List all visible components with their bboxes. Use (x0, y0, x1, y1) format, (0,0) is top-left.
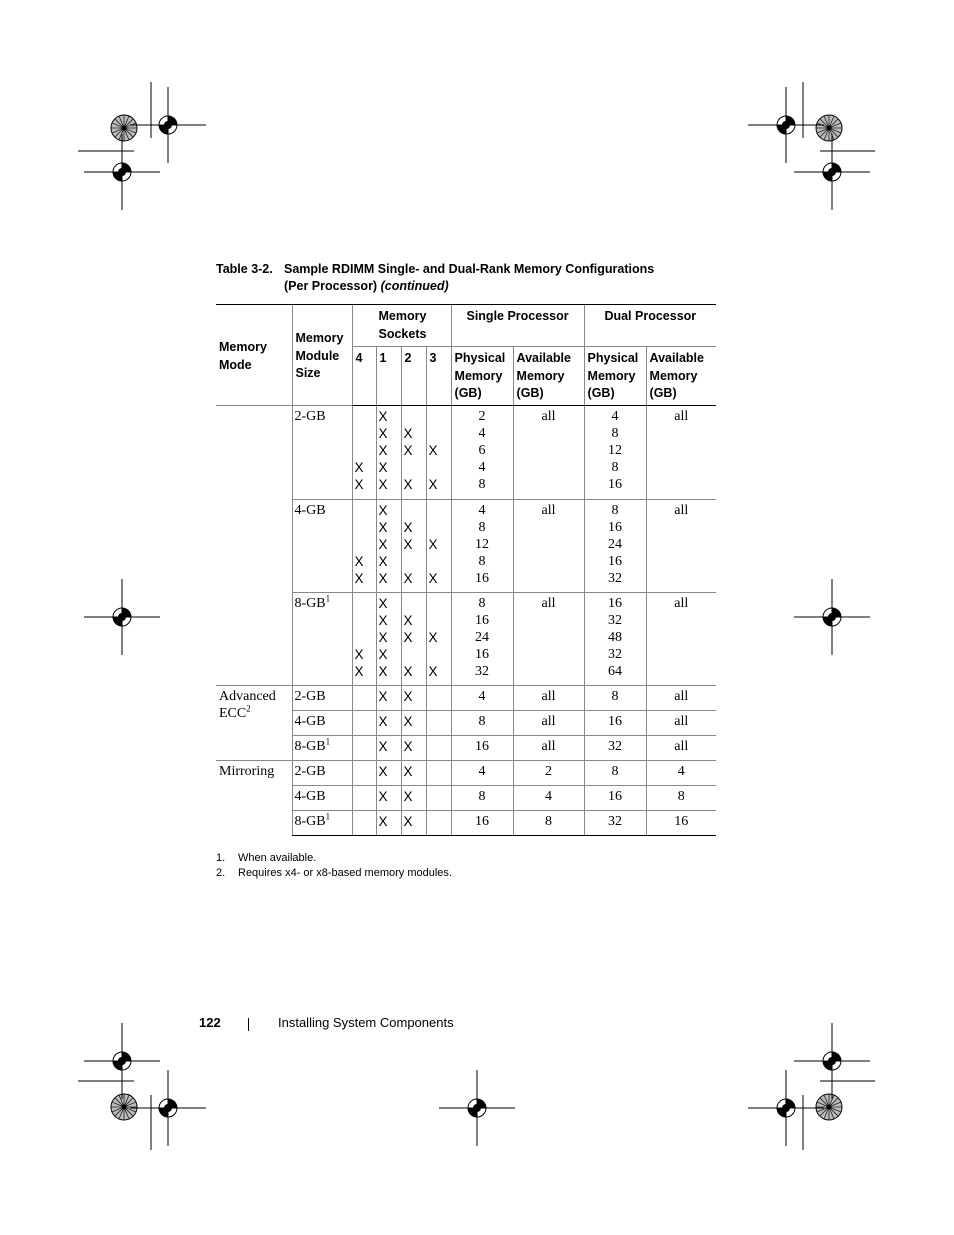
s1-cell (376, 761, 401, 786)
socket-mark: X (378, 764, 388, 779)
s3-cell (426, 711, 451, 736)
s4-cell (352, 500, 376, 593)
socket-mark (429, 408, 451, 425)
footnote-ref: 2 (246, 703, 251, 714)
memory-mode-text: Mirroring (219, 764, 275, 779)
memory-value: all (541, 714, 556, 729)
socket-mark (355, 629, 376, 646)
memory-value: 8 (545, 814, 553, 829)
page-number: 122 (199, 1015, 221, 1030)
socket-mark (429, 502, 451, 519)
socket-mark: X (378, 596, 388, 611)
memory-value: 4 (478, 503, 486, 518)
socket-mark: X (354, 647, 364, 662)
sp-phys-cell (451, 711, 513, 736)
header-memory-sockets: Memory Sockets (352, 305, 451, 347)
s3-cell (426, 500, 451, 593)
memory-value: 16 (674, 814, 689, 829)
socket-mark: X (354, 664, 364, 679)
memory-value: all (541, 409, 556, 424)
socket-mark: X (378, 814, 388, 829)
module-size-text: 4-GB (294, 714, 326, 729)
dp-phys-cell (584, 736, 646, 761)
memory-mode-cell (216, 761, 292, 836)
s2-cell (401, 500, 426, 593)
memory-value: 32 (608, 647, 623, 662)
socket-mark: X (378, 409, 388, 424)
socket-mark (355, 813, 376, 830)
socket-mark: X (403, 613, 413, 628)
footnote-text: When available. (238, 852, 317, 864)
memory-value: 8 (611, 460, 619, 475)
memory-value: 8 (611, 689, 619, 704)
memory-value: 16 (608, 520, 623, 535)
memory-value: 16 (475, 613, 490, 628)
table-body (216, 406, 716, 836)
socket-mark: X (378, 477, 388, 492)
s1-cell (376, 736, 401, 761)
socket-mark: X (403, 443, 413, 458)
socket-mark (355, 536, 376, 553)
dp-avail-cell (646, 593, 716, 686)
memory-value: 16 (475, 571, 490, 586)
s4-cell (352, 406, 376, 500)
s2-cell (401, 711, 426, 736)
socket-mark: X (403, 664, 413, 679)
socket-mark: X (403, 571, 413, 586)
s4-cell (352, 593, 376, 686)
socket-mark: X (403, 764, 413, 779)
header-single-processor: Single Processor (451, 305, 584, 347)
memory-value: all (674, 714, 689, 729)
memory-value: 12 (608, 443, 623, 458)
sp-phys-cell (451, 786, 513, 811)
s1-cell (376, 593, 401, 686)
memory-value: 4 (478, 426, 486, 441)
socket-mark: X (378, 443, 388, 458)
socket-mark (355, 519, 376, 536)
s1-cell (376, 786, 401, 811)
socket-mark (404, 502, 426, 519)
memory-value: 16 (475, 739, 490, 754)
socket-mark (429, 688, 451, 705)
s3-cell (426, 761, 451, 786)
memory-value: all (541, 596, 556, 611)
memory-mode-cell (216, 686, 292, 761)
socket-mark (355, 612, 376, 629)
sp-phys-cell (451, 761, 513, 786)
socket-mark: X (403, 426, 413, 441)
footer-section-title: Installing System Components (278, 1015, 454, 1030)
s2-cell (401, 761, 426, 786)
sp-avail-cell (513, 811, 584, 836)
memory-value: 24 (608, 537, 623, 552)
dp-avail-cell (646, 811, 716, 836)
header-memory-mode: Memory Mode (216, 305, 292, 406)
header-dp-available: Available Memory (GB) (646, 347, 716, 406)
memory-value: all (674, 689, 689, 704)
socket-mark: X (403, 689, 413, 704)
sp-phys-cell (451, 406, 513, 500)
memory-value: 4 (677, 764, 685, 779)
footnote-ref: 1 (325, 811, 331, 822)
s2-cell (401, 686, 426, 711)
footnote-text: Requires x4- or x8-based memory modules. (238, 867, 452, 879)
memory-value: 2 (545, 764, 553, 779)
module-size-cell (292, 786, 352, 811)
socket-mark (404, 408, 426, 425)
socket-mark: X (378, 460, 388, 475)
s3-cell (426, 811, 451, 836)
s3-cell (426, 406, 451, 500)
sp-avail-cell (513, 736, 584, 761)
footnote-ref: 1 (325, 736, 331, 747)
memory-value: 32 (608, 739, 623, 754)
socket-mark: X (378, 571, 388, 586)
s1-cell (376, 686, 401, 711)
socket-mark: X (403, 814, 413, 829)
memory-value: 32 (608, 613, 623, 628)
socket-mark (355, 738, 376, 755)
memory-value: 8 (611, 426, 619, 441)
memory-value: 8 (611, 503, 619, 518)
socket-mark: X (403, 714, 413, 729)
module-size-text: 8-GB (294, 814, 326, 829)
s2-cell (401, 406, 426, 500)
socket-mark: X (428, 477, 438, 492)
socket-mark: X (428, 571, 438, 586)
module-size-cell (292, 736, 352, 761)
socket-mark (404, 646, 426, 663)
table-label: Table 3-2. (216, 262, 273, 276)
memory-value: 4 (611, 409, 619, 424)
s4-cell (352, 786, 376, 811)
memory-value: 16 (608, 554, 623, 569)
socket-mark (404, 459, 426, 476)
socket-mark (404, 553, 426, 570)
sp-phys-cell (451, 500, 513, 593)
footnote-number: 2. (216, 867, 226, 879)
socket-mark: X (378, 537, 388, 552)
memory-value: 8 (478, 520, 486, 535)
dp-phys-cell (584, 761, 646, 786)
module-size-cell (292, 686, 352, 711)
module-size-text: 2-GB (294, 409, 326, 424)
dp-phys-cell (584, 711, 646, 736)
module-size-text: 8-GB (294, 596, 326, 611)
socket-mark: X (403, 537, 413, 552)
memory-value: 16 (608, 596, 623, 611)
memory-value: 4 (478, 764, 486, 779)
socket-mark: X (378, 630, 388, 645)
socket-mark: X (378, 520, 388, 535)
socket-mark (355, 763, 376, 780)
header-socket-2: 2 (401, 347, 426, 406)
dp-phys-cell (584, 406, 646, 500)
dp-avail-cell (646, 736, 716, 761)
s4-cell (352, 686, 376, 711)
module-size-text: 2-GB (294, 764, 326, 779)
memory-value: 8 (478, 789, 486, 804)
socket-mark: X (428, 537, 438, 552)
socket-mark (355, 425, 376, 442)
module-size-cell (292, 406, 352, 500)
s2-cell (401, 811, 426, 836)
s4-cell (352, 736, 376, 761)
dp-phys-cell (584, 500, 646, 593)
sp-phys-cell (451, 811, 513, 836)
table-title-line2 (284, 278, 449, 295)
socket-mark (355, 595, 376, 612)
socket-mark (429, 519, 451, 536)
socket-mark: X (403, 789, 413, 804)
socket-mark (404, 595, 426, 612)
memory-value: 16 (608, 789, 623, 804)
table-title: Sample RDIMM Single- and Dual-Rank Memory Configurations (284, 262, 655, 276)
module-size-text: 4-GB (294, 503, 326, 518)
socket-mark: X (428, 664, 438, 679)
table-row (216, 406, 716, 500)
s2-cell (401, 593, 426, 686)
module-size-text: 8-GB (294, 739, 326, 754)
s3-cell (426, 736, 451, 761)
dp-phys-cell (584, 686, 646, 711)
socket-mark (429, 425, 451, 442)
dp-avail-cell (646, 786, 716, 811)
socket-mark: X (378, 739, 388, 754)
memory-value: 24 (475, 630, 490, 645)
header-dual-processor: Dual Processor (584, 305, 716, 347)
s1-cell (376, 711, 401, 736)
dp-phys-cell (584, 786, 646, 811)
memory-value: 48 (608, 630, 623, 645)
socket-mark: X (354, 571, 364, 586)
socket-mark (355, 788, 376, 805)
module-size-text: 4-GB (294, 789, 326, 804)
socket-mark (429, 813, 451, 830)
memory-value: 6 (478, 443, 486, 458)
memory-value: 32 (608, 571, 623, 586)
table-row (216, 761, 716, 786)
socket-mark: X (354, 554, 364, 569)
socket-mark (429, 788, 451, 805)
memory-value: 8 (478, 714, 486, 729)
sp-avail-cell (513, 593, 584, 686)
socket-mark (355, 442, 376, 459)
memory-value: 64 (608, 664, 623, 679)
memory-value: 16 (475, 814, 490, 829)
sp-avail-cell (513, 406, 584, 500)
memory-value: 16 (608, 477, 623, 492)
socket-mark (355, 408, 376, 425)
dp-avail-cell (646, 686, 716, 711)
socket-mark (429, 713, 451, 730)
socket-mark: X (378, 714, 388, 729)
socket-mark: X (403, 477, 413, 492)
s2-cell (401, 786, 426, 811)
s1-cell (376, 406, 401, 500)
memory-value: 12 (475, 537, 490, 552)
header-socket-4: 4 (352, 347, 376, 406)
sp-avail-cell (513, 761, 584, 786)
footer-divider (248, 1018, 249, 1031)
socket-mark: X (378, 613, 388, 628)
memory-value: 4 (478, 689, 486, 704)
memory-value: 8 (677, 789, 685, 804)
memory-config-table (216, 304, 716, 836)
module-size-text: 2-GB (294, 689, 326, 704)
dp-avail-cell (646, 711, 716, 736)
s4-cell (352, 761, 376, 786)
memory-value: 8 (478, 596, 486, 611)
module-size-cell (292, 711, 352, 736)
memory-value: all (541, 503, 556, 518)
memory-value: all (674, 596, 689, 611)
memory-value: all (541, 689, 556, 704)
header-sp-physical: Physical Memory (GB) (451, 347, 513, 406)
dp-avail-cell (646, 500, 716, 593)
socket-mark: X (378, 503, 388, 518)
sp-avail-cell (513, 786, 584, 811)
socket-mark: X (428, 443, 438, 458)
socket-mark (429, 553, 451, 570)
socket-mark: X (354, 460, 364, 475)
socket-mark (355, 502, 376, 519)
s3-cell (426, 593, 451, 686)
socket-mark: X (403, 739, 413, 754)
socket-mark (429, 763, 451, 780)
memory-value: 2 (478, 409, 486, 424)
sp-avail-cell (513, 686, 584, 711)
socket-mark: X (378, 789, 388, 804)
continued-label: (continued) (380, 279, 449, 293)
socket-mark: X (403, 520, 413, 535)
footnote-number: 1. (216, 852, 226, 864)
module-size-cell (292, 761, 352, 786)
socket-mark (429, 646, 451, 663)
module-size-cell (292, 593, 352, 686)
dp-avail-cell (646, 761, 716, 786)
memory-value: all (541, 739, 556, 754)
socket-mark: X (378, 426, 388, 441)
module-size-cell (292, 500, 352, 593)
sp-phys-cell (451, 736, 513, 761)
socket-mark (355, 688, 376, 705)
memory-value: 8 (478, 554, 486, 569)
dp-avail-cell (646, 406, 716, 500)
sp-phys-cell (451, 686, 513, 711)
socket-mark: X (378, 647, 388, 662)
dp-phys-cell (584, 593, 646, 686)
memory-value: 4 (545, 789, 553, 804)
header-socket-1: 1 (376, 347, 401, 406)
header-socket-3: 3 (426, 347, 451, 406)
memory-value: all (674, 409, 689, 424)
s3-cell (426, 786, 451, 811)
memory-mode-text: Advanced ECC (219, 689, 276, 721)
sp-avail-cell (513, 500, 584, 593)
memory-value: 16 (608, 714, 623, 729)
socket-mark: X (354, 477, 364, 492)
s3-cell (426, 686, 451, 711)
header-module-size: Memory Module Size (292, 305, 352, 406)
memory-value: 8 (611, 764, 619, 779)
footnote-ref: 1 (325, 593, 331, 604)
s1-cell (376, 500, 401, 593)
s4-cell (352, 811, 376, 836)
socket-mark (429, 612, 451, 629)
table-title-suffix: (Per Processor) (284, 279, 378, 293)
s1-cell (376, 811, 401, 836)
table-row (216, 686, 716, 711)
sp-phys-cell (451, 593, 513, 686)
s4-cell (352, 711, 376, 736)
module-size-cell (292, 811, 352, 836)
memory-value: 32 (608, 814, 623, 829)
memory-mode-cell (216, 406, 292, 686)
header-sp-available: Available Memory (GB) (513, 347, 584, 406)
socket-mark (355, 713, 376, 730)
socket-mark: X (428, 630, 438, 645)
dp-phys-cell (584, 811, 646, 836)
socket-mark: X (378, 689, 388, 704)
memory-value: 4 (478, 460, 486, 475)
socket-mark: X (378, 554, 388, 569)
memory-value: 8 (478, 477, 486, 492)
s2-cell (401, 736, 426, 761)
socket-mark (429, 459, 451, 476)
socket-mark: X (378, 664, 388, 679)
socket-mark (429, 738, 451, 755)
socket-mark: X (403, 630, 413, 645)
memory-value: all (674, 503, 689, 518)
header-dp-physical: Physical Memory (GB) (584, 347, 646, 406)
memory-value: all (674, 739, 689, 754)
socket-mark (429, 595, 451, 612)
memory-value: 16 (475, 647, 490, 662)
sp-avail-cell (513, 711, 584, 736)
memory-value: 32 (475, 664, 490, 679)
